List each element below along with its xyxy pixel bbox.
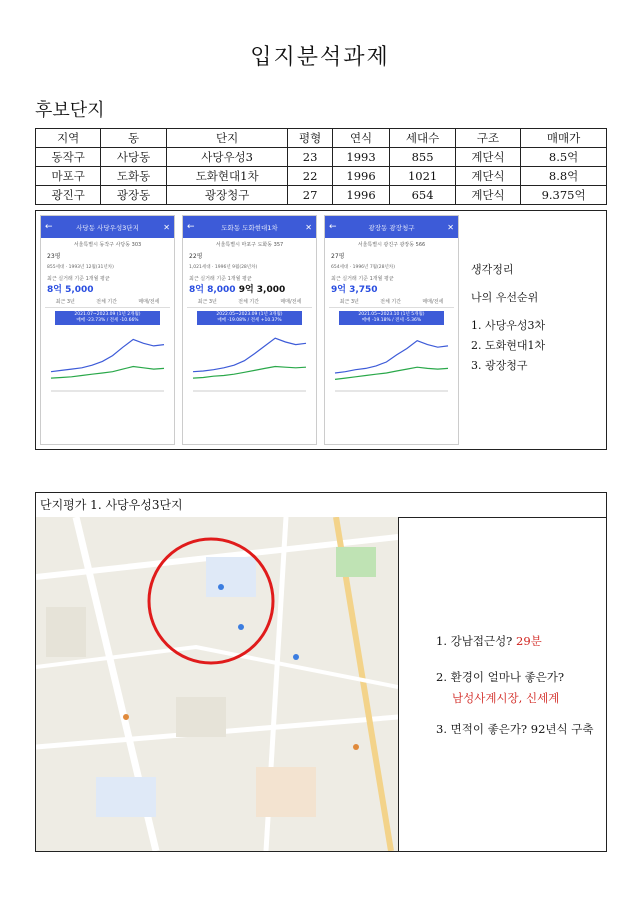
- question-2: 2. 환경이 얼마나 좋은가?: [436, 670, 565, 684]
- tabs: 최근 3년 전체 기간 매매/전세: [45, 298, 170, 308]
- header-cell: 구조: [455, 129, 520, 148]
- priority-list: [471, 319, 545, 373]
- price-value: 8억 8,000: [189, 285, 236, 295]
- header-cell: 단지: [166, 129, 288, 148]
- cell: 광장청구: [166, 186, 288, 205]
- price-label: 최근 실거래 기준 1개월 평균: [189, 276, 252, 282]
- cell: 8.5억: [521, 148, 607, 167]
- year-built: 1993년 12월(31년차): [68, 265, 114, 270]
- table-row: [36, 148, 607, 167]
- page-title: 입지분석과제: [250, 45, 390, 70]
- answer-text: 29분: [516, 634, 542, 648]
- header-cell: 세대수: [390, 129, 455, 148]
- cell: 광장동: [101, 186, 166, 205]
- cell: 23: [288, 148, 332, 167]
- price-chart: [187, 327, 312, 397]
- section-title: 후보단지: [35, 100, 105, 121]
- rent-series-line: [193, 367, 306, 379]
- evaluation-heading: 단지평가 1. 사당우성3단지: [36, 493, 606, 518]
- price-label: 최근 실거래 기준 1개월 평균: [331, 276, 394, 282]
- close-icon: ✕: [163, 222, 170, 232]
- complex-name: 도화동 도화현대1차: [221, 223, 278, 232]
- year-built: 1996년 7월(28년차): [352, 265, 395, 270]
- pyeong-select: 23평: [47, 253, 61, 260]
- units: 654세대: [331, 265, 349, 270]
- close-icon: ✕: [305, 222, 312, 232]
- tooltip-period: 2021.07~2023.09 (1년 2개월): [74, 312, 141, 317]
- cell: 1996: [332, 167, 390, 186]
- tabs: 최근 3년 전체 기간 매매/전세: [329, 298, 454, 308]
- back-arrow-icon: ←: [45, 222, 53, 232]
- tooltip-change: 매매 -19.18% / 전세 -5.36%: [361, 318, 422, 323]
- address: 서울특별시 마포구 도화동 357: [215, 242, 284, 248]
- cell: 도화동: [101, 167, 166, 186]
- app-header: [41, 216, 174, 238]
- price: [183, 282, 316, 295]
- pyeong-select: 27평: [331, 253, 345, 260]
- cell: 8.8억: [521, 167, 607, 186]
- year-built: 1996년 9월(28년차): [214, 265, 258, 270]
- header-cell: 지역: [36, 129, 101, 148]
- notes: [471, 263, 545, 387]
- tooltip-change: 매매 -23.73% / 전세 -10.66%: [76, 318, 139, 323]
- price: 9억 3,750: [331, 285, 378, 295]
- app-header: [325, 216, 458, 238]
- cell: 사당우성3: [166, 148, 288, 167]
- cell: 도화현대1차: [166, 167, 288, 186]
- cell: 654: [390, 186, 455, 205]
- tooltip-change: 매매 -19.08% / 전세 +10.37%: [217, 318, 282, 323]
- evaluation-panel: [35, 492, 607, 852]
- answer-2: 남성사계시장, 신세계: [452, 691, 560, 705]
- chart-tooltip: [197, 311, 302, 325]
- pyeong-select: 22평: [189, 253, 203, 260]
- cell: 22: [288, 167, 332, 186]
- address: 서울특별시 동작구 사당동 303: [73, 242, 142, 248]
- app-screenshot: ← 사당동 사당우성3단지 ✕ 서울특별시 동작구 사당동 303 23평 855세대 · 1993년 12월(31년차) 최근 실거래 기준 1개월 평균 8억 5,000 최근 3년 전체 기간 매매/전세 2021.07~2023.09 (1년 2개월) 매매 -23.73% / 전세 -10.66%: [40, 215, 175, 445]
- header-cell: 매매가: [521, 129, 607, 148]
- cell: 1996: [332, 186, 390, 205]
- header-cell: 동: [101, 129, 166, 148]
- cell: 동작구: [36, 148, 101, 167]
- close-icon: ✕: [447, 222, 454, 232]
- chart-tooltip: [339, 311, 444, 325]
- screenshot-panel: [35, 210, 607, 450]
- app-screenshot: ← 광장동 광장청구 ✕ 서울특별시 광진구 광장동 566 27평 654세대 · 1996년 7월(28년차) 최근 실거래 기준 1개월 평균 9억 3,750 최근 3년 전체 기간 매매/전세 2021.05~2023.10 (1년 5개월) 매매 -19.18% / 전세 -5.36%: [324, 215, 459, 445]
- rent-series-line: [335, 367, 448, 379]
- tooltip-period: 2022.05~2023.09 (1년 3개월): [216, 312, 283, 317]
- cell: 9.375억: [521, 186, 607, 205]
- complex-name: 광장동 광장청구: [368, 223, 415, 232]
- priority-item: 3. 광장청구: [471, 359, 528, 372]
- cell: 1993: [332, 148, 390, 167]
- cell: 사당동: [101, 148, 166, 167]
- trade-series-line: [51, 339, 164, 371]
- area-map: [36, 517, 399, 851]
- candidate-table: [35, 128, 607, 205]
- back-arrow-icon: ←: [187, 222, 195, 232]
- priority-title: 나의 우선순위: [471, 291, 539, 304]
- map-image: [36, 517, 398, 851]
- header-cell: 평형: [288, 129, 332, 148]
- cell: 1021: [390, 167, 455, 186]
- priority-item: 1. 사당우성3차: [471, 319, 546, 332]
- price-label: 최근 실거래 기준 1개월 평균: [47, 276, 110, 282]
- units: 855세대: [47, 265, 65, 270]
- notes-title: 생각정리: [471, 263, 514, 276]
- price-value-2: 9억 3,000: [238, 285, 286, 295]
- question-3: 3. 면적이 좋은가? 92년식 구축: [436, 722, 594, 736]
- header-cell: 연식: [332, 129, 390, 148]
- cell: 계단식: [455, 186, 520, 205]
- cell: 계단식: [455, 148, 520, 167]
- priority-item: 2. 도화현대1차: [471, 339, 546, 352]
- chart-tooltip: [55, 311, 160, 325]
- app-screenshot: ← 도화동 도화현대1차 ✕ 서울특별시 마포구 도화동 357 22평 1,021세대 · 1996년 9월(28년차) 최근 실거래 기준 1개월 평균 8억 8,000 9억 3,000 최근 3년 전체 기간 매매/전세 2022.05~2023.09 (1년 3개월) 매매 -19.08% / 전세 +10.37%: [182, 215, 317, 445]
- cell: 855: [390, 148, 455, 167]
- cell: 광진구: [36, 186, 101, 205]
- trade-series-line: [193, 338, 306, 372]
- complex-name: 사당동 사당우성3단지: [76, 223, 139, 232]
- price: 8억 5,000: [47, 285, 94, 295]
- question-1: [436, 633, 542, 649]
- cell: 27: [288, 186, 332, 205]
- back-arrow-icon: ←: [329, 222, 337, 232]
- rent-series-line: [51, 367, 164, 379]
- tabs: 최근 3년 전체 기간 매매/전세: [187, 298, 312, 308]
- table-header-row: [36, 129, 607, 148]
- question-text: 1. 강남접근성?: [436, 634, 513, 648]
- price-chart: [329, 327, 454, 397]
- cell: 마포구: [36, 167, 101, 186]
- app-header: [183, 216, 316, 238]
- table-row: [36, 186, 607, 205]
- cell: 계단식: [455, 167, 520, 186]
- table-row: [36, 167, 607, 186]
- address: 서울특별시 광진구 광장동 566: [357, 242, 426, 248]
- units: 1,021세대: [189, 265, 211, 270]
- tooltip-period: 2021.05~2023.10 (1년 5개월): [358, 312, 425, 317]
- price-chart: [45, 327, 170, 397]
